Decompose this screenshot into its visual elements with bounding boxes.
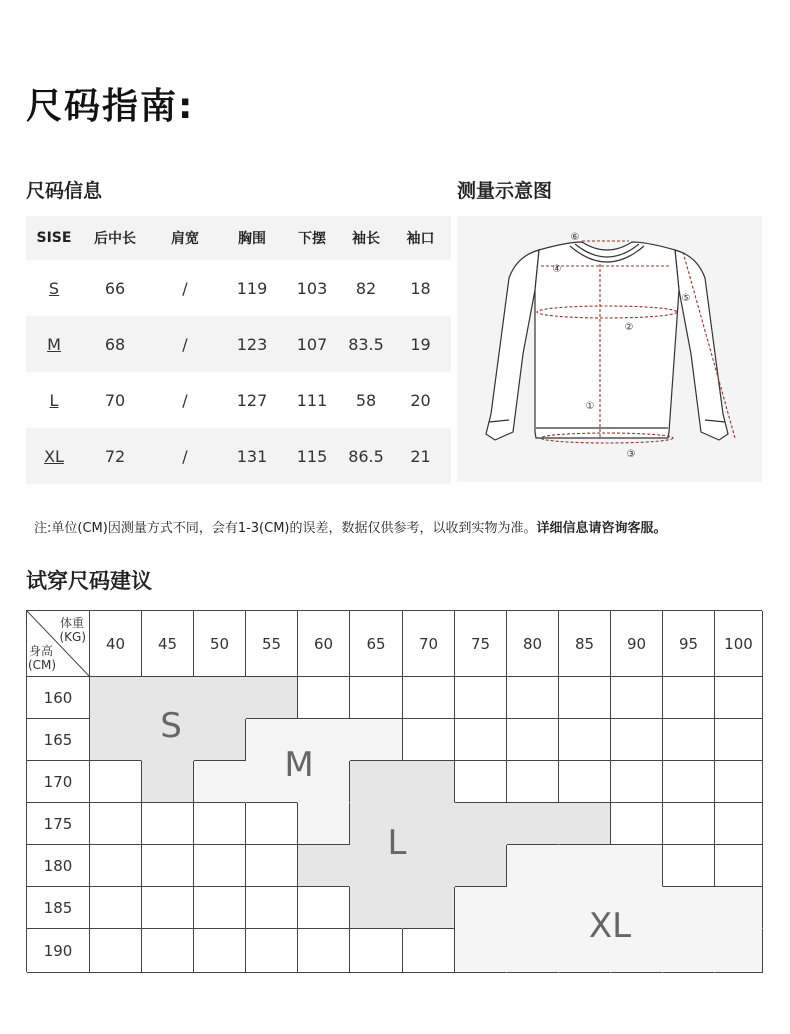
table-cell: 107	[282, 316, 342, 372]
grid-cell	[559, 761, 611, 803]
grid-cell	[663, 887, 715, 929]
height-header-cell: 180	[27, 845, 90, 887]
grid-cell	[403, 887, 455, 929]
grid-cell	[611, 803, 663, 845]
grid-cell	[611, 719, 663, 761]
weight-header-cell: 90	[611, 611, 663, 677]
weight-header-cell: 50	[194, 611, 246, 677]
grid-cell	[246, 803, 298, 845]
height-header-cell: 160	[27, 677, 90, 719]
sweatshirt-illustration	[457, 216, 762, 482]
measure-diagram-heading: 测量示意图	[457, 180, 553, 202]
grid-cell	[455, 803, 507, 845]
grid-cell	[298, 887, 350, 929]
table-cell: 123	[222, 316, 282, 372]
size-cell: L	[49, 390, 59, 410]
grid-cell	[350, 719, 403, 761]
grid-cell	[90, 845, 142, 887]
corner-height-label: 身高	[29, 644, 54, 658]
grid-cell	[455, 719, 507, 761]
size-region-label-l: L	[387, 823, 407, 863]
corner-cm-label: (CM)	[28, 658, 57, 672]
note-text: 注:单位(CM)因测量方式不同，会有1-3(CM)的误差，数据仅供参考，以收到实物为准。	[34, 521, 537, 536]
weight-header-cell: 100	[715, 611, 763, 677]
table-cell: 119	[236, 278, 268, 298]
table-cell: 19	[390, 316, 451, 372]
grid-cell	[455, 677, 507, 719]
table-cell: 82	[355, 278, 377, 298]
grid-cell	[663, 929, 715, 973]
table-cell: 103	[296, 278, 328, 298]
grid-cell	[559, 677, 611, 719]
grid-cell	[350, 929, 403, 973]
table-cell: 72	[82, 428, 148, 484]
table-cell: /	[148, 428, 222, 484]
table-cell: 66	[104, 278, 126, 298]
grid-cell	[246, 887, 298, 929]
table-cell: 21	[390, 428, 451, 484]
grid-cell	[611, 761, 663, 803]
weight-header-cell: 65	[350, 611, 403, 677]
note-contact-text: 详细信息请咨询客服。	[536, 521, 667, 536]
size-cell: S	[48, 278, 60, 298]
grid-corner-header	[27, 611, 90, 677]
size-cell: M	[26, 316, 82, 372]
marker-5: ⑤	[681, 293, 691, 304]
grid-cell	[715, 803, 763, 845]
header-cell: SISE	[26, 216, 82, 260]
grid-cell	[90, 803, 142, 845]
marker-2: ②	[624, 322, 634, 333]
table-cell: 111	[296, 390, 328, 410]
size-suggestion-heading: 试穿尺码建议	[26, 569, 152, 593]
grid-cell	[715, 761, 763, 803]
grid-cell	[455, 929, 507, 973]
table-row	[26, 260, 451, 316]
grid-cell	[715, 677, 763, 719]
grid-cell	[455, 761, 507, 803]
marker-3: ③	[626, 449, 636, 460]
size-table-header	[26, 216, 451, 260]
height-header-cell: 175	[27, 803, 90, 845]
measurement-diagram	[457, 216, 762, 482]
grid-cell	[403, 929, 455, 973]
marker-1: ①	[585, 401, 595, 412]
grid-cell	[298, 845, 350, 887]
size-region-label-xl: XL	[588, 906, 632, 946]
grid-cell	[507, 719, 559, 761]
grid-cell	[90, 887, 142, 929]
grid-cell	[246, 845, 298, 887]
header-cell: 胸围	[222, 216, 282, 260]
table-cell: 20	[410, 390, 431, 410]
header-cell: 袖长	[342, 216, 390, 260]
grid-cell	[403, 719, 455, 761]
header-cell: 肩宽	[148, 216, 222, 260]
grid-cell	[194, 761, 246, 803]
height-header-cell: 190	[27, 929, 90, 973]
grid-cell	[246, 677, 298, 719]
header-cell: 后中长	[82, 216, 148, 260]
grid-cell	[715, 887, 763, 929]
grid-cell	[507, 929, 559, 973]
weight-header-cell: 60	[298, 611, 350, 677]
grid-cell	[455, 845, 507, 887]
grid-cell	[507, 803, 559, 845]
size-region-label-s: S	[160, 706, 182, 746]
grid-cell	[715, 719, 763, 761]
grid-cell	[142, 845, 194, 887]
table-row	[26, 428, 451, 484]
grid-cell	[507, 845, 559, 887]
grid-cell	[507, 887, 559, 929]
size-region-label-m: M	[284, 745, 314, 785]
table-cell: 70	[104, 390, 126, 410]
grid-cell	[715, 845, 763, 887]
size-suggestion-grid	[26, 610, 762, 972]
grid-cell	[194, 845, 246, 887]
table-cell: 83.5	[342, 316, 390, 372]
grid-cell	[507, 761, 559, 803]
size-info-heading: 尺码信息	[26, 180, 103, 202]
weight-header-cell: 40	[90, 611, 142, 677]
grid-cell	[298, 677, 350, 719]
grid-cell	[298, 929, 350, 973]
header-cell: 下摆	[282, 216, 342, 260]
grid-cell	[350, 887, 403, 929]
grid-cell	[559, 803, 611, 845]
grid-cell	[194, 929, 246, 973]
table-cell: /	[182, 390, 188, 410]
grid-cell	[142, 887, 194, 929]
table-cell: 127	[236, 390, 268, 410]
grid-cell	[611, 677, 663, 719]
weight-header-cell: 70	[403, 611, 455, 677]
grid-cell	[194, 803, 246, 845]
grid-cell	[663, 677, 715, 719]
weight-header-cell: 45	[142, 611, 194, 677]
page-title: 尺码指南:	[26, 86, 195, 127]
grid-cell	[142, 761, 194, 803]
table-row	[26, 372, 451, 428]
header-cell: 袖口	[390, 216, 451, 260]
weight-header-cell: 95	[663, 611, 715, 677]
grid-cell	[194, 887, 246, 929]
grid-cell	[663, 761, 715, 803]
table-cell: 115	[282, 428, 342, 484]
corner-kg-label: (KG)	[59, 630, 86, 644]
size-info-table	[26, 216, 451, 484]
measurement-note	[34, 517, 667, 536]
table-cell: /	[148, 316, 222, 372]
height-header-cell: 185	[27, 887, 90, 929]
grid-cell	[298, 803, 350, 845]
table-cell: 18	[410, 278, 431, 298]
table-row	[26, 316, 451, 372]
table-cell: 68	[82, 316, 148, 372]
grid-cell	[715, 929, 763, 973]
grid-cell	[663, 845, 715, 887]
grid-cell	[90, 929, 142, 973]
corner-weight-label: 体重	[59, 616, 84, 630]
marker-6: ⑥	[570, 232, 580, 243]
table-cell: /	[182, 278, 188, 298]
grid-cell	[142, 929, 194, 973]
grid-cell	[350, 677, 403, 719]
weight-header-cell: 80	[507, 611, 559, 677]
grid-cell	[350, 761, 403, 803]
weight-header-cell: 55	[246, 611, 298, 677]
table-cell: 86.5	[342, 428, 390, 484]
grid-cell	[403, 761, 455, 803]
marker-4: ④	[552, 264, 562, 275]
grid-cell	[142, 803, 194, 845]
grid-cell	[90, 761, 142, 803]
grid-cell	[246, 929, 298, 973]
grid-cell	[559, 845, 611, 887]
grid-cell	[663, 803, 715, 845]
weight-header-cell: 75	[455, 611, 507, 677]
grid-cell	[559, 719, 611, 761]
weight-header-cell: 85	[559, 611, 611, 677]
grid-cell	[403, 677, 455, 719]
height-header-cell: 165	[27, 719, 90, 761]
height-header-cell: 170	[27, 761, 90, 803]
grid-cell	[663, 719, 715, 761]
table-cell: 58	[355, 390, 377, 410]
size-cell: XL	[26, 428, 82, 484]
grid-cell	[611, 845, 663, 887]
grid-cell	[507, 677, 559, 719]
table-cell: 131	[222, 428, 282, 484]
grid-cell	[455, 887, 507, 929]
